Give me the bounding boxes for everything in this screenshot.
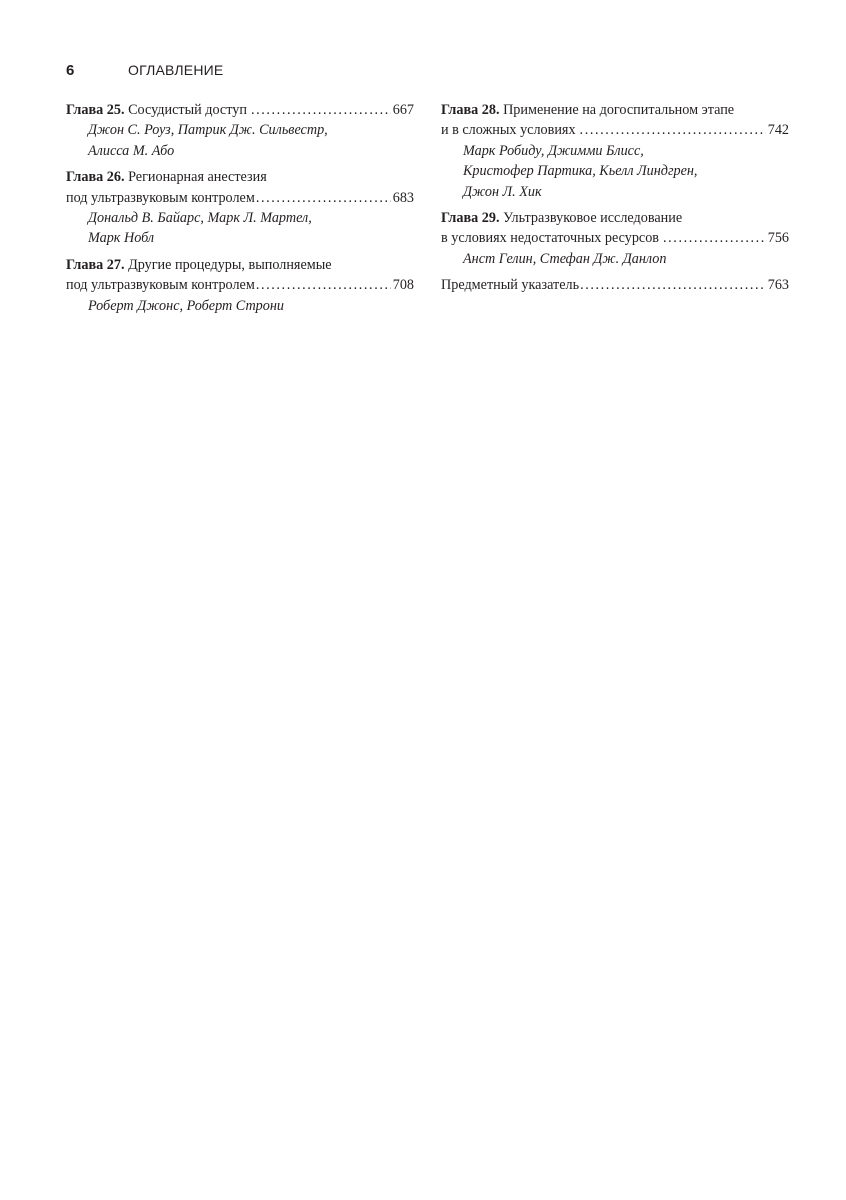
dot-leader <box>256 188 391 208</box>
page-ref[interactable]: 763 <box>767 277 789 294</box>
chapter-label: Глава 28. <box>441 102 500 118</box>
chapter-title-continued: под ультразвуковым контролем <box>66 277 255 294</box>
chapter-authors: Дональд В. Байарс, Марк Л. Мартел, <box>88 210 312 227</box>
chapter-authors: Анст Гелин, Стефан Дж. Данлоп <box>463 250 667 267</box>
toc-column-left <box>66 100 414 322</box>
page-ref[interactable]: 683 <box>392 189 414 206</box>
dot-leader <box>251 100 391 120</box>
chapter-title-continued: и в сложных условиях <box>441 122 576 139</box>
running-head <box>66 62 223 82</box>
toc-entry-title-line <box>66 255 414 275</box>
chapter-authors: Алисса М. Або <box>88 142 175 159</box>
chapter-authors: Роберт Джонс, Роберт Строни <box>88 297 285 314</box>
toc-entry-title-line <box>66 275 414 295</box>
toc-entry-title-line <box>66 188 414 208</box>
dot-leader <box>663 228 766 248</box>
chapter-title-continued: в условиях недостаточных ресурсов <box>441 230 660 247</box>
chapter-title: Другие процедуры, выполняемые <box>128 256 332 273</box>
chapter-label: Глава 26. <box>66 169 125 186</box>
chapter-authors: Кристофер Партика, Кьелл Линдгрен, <box>463 163 698 180</box>
toc-entry-subject-index[interactable] <box>441 275 789 295</box>
page-ref[interactable]: 667 <box>392 102 414 118</box>
toc-entry-chapter-27[interactable] <box>66 255 414 316</box>
chapter-authors: Марк Робиду, Джимми Блисс, <box>463 142 644 159</box>
toc-entry-chapter-26[interactable] <box>66 167 414 249</box>
toc-entry-title-line <box>441 275 789 295</box>
page-ref[interactable]: 708 <box>392 277 414 294</box>
toc-entry-title-line <box>66 167 414 187</box>
toc-entry-title-line <box>441 120 789 140</box>
chapter-authors: Джон Л. Хик <box>463 183 542 200</box>
toc-entry-title-line <box>441 228 789 248</box>
section-title: ОГЛАВЛЕНИЕ <box>128 62 224 78</box>
dot-leader <box>580 275 766 295</box>
chapter-label: Глава 29. <box>441 210 500 227</box>
chapter-title-continued: под ультразвуковым контролем <box>66 189 255 206</box>
toc-entry-title-line <box>441 208 789 228</box>
page-ref[interactable]: 742 <box>767 122 789 139</box>
chapter-authors: Марк Нобл <box>88 230 155 247</box>
page-ref[interactable]: 756 <box>767 230 789 247</box>
toc-entry-title-line <box>441 100 789 120</box>
chapter-title: Ультразвуковое исследование <box>503 210 683 227</box>
chapter-title: Сосудистый доступ <box>128 102 247 118</box>
dot-leader <box>580 120 766 140</box>
toc-entry-chapter-25[interactable] <box>66 100 414 161</box>
chapter-title: Применение на догоспитальном этапе <box>503 102 735 118</box>
dot-leader <box>256 275 391 295</box>
toc-column-right <box>441 100 789 302</box>
chapter-label: Глава 27. <box>66 256 125 273</box>
page-number: 6 <box>66 62 75 79</box>
chapter-title: Регионарная анестезия <box>128 169 267 186</box>
chapter-authors: Джон С. Роуз, Патрик Дж. Сильвестр, <box>88 122 328 139</box>
toc-entry-chapter-28[interactable] <box>441 100 789 202</box>
toc-entry-title-line <box>66 100 414 120</box>
index-title: Предметный указатель <box>441 277 580 294</box>
toc-entry-chapter-29[interactable] <box>441 208 789 269</box>
chapter-label: Глава 25. <box>66 102 125 118</box>
